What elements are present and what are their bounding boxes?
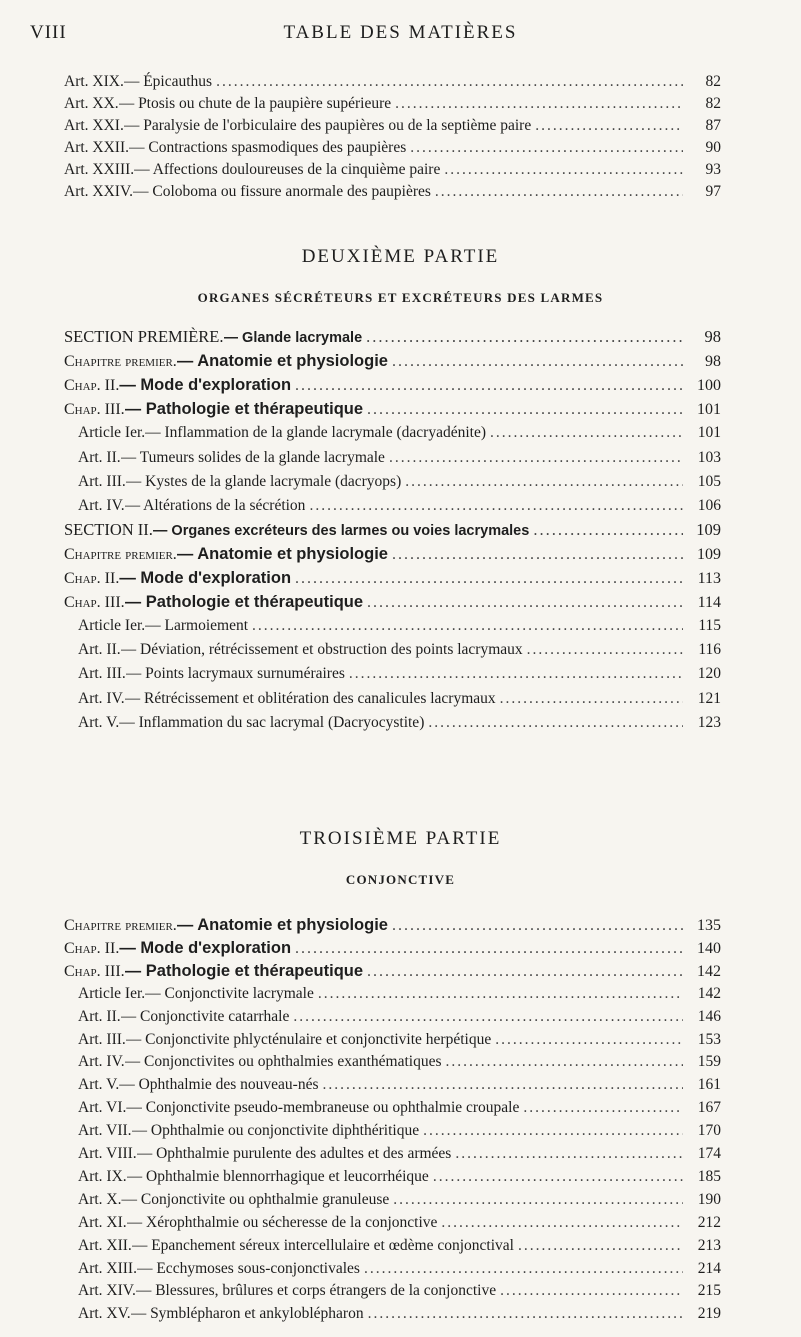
- toc-entry: [64, 520, 721, 542]
- toc-entry-label: — Contractions spasmodiques des paupières: [129, 139, 407, 156]
- toc-entry-label: — Ophthalmie blennorrhagique et leucorrhéique: [126, 1167, 429, 1185]
- dot-leader: [535, 116, 683, 136]
- toc-entry-page: 153: [697, 1030, 721, 1048]
- toc-entry: [64, 182, 721, 204]
- toc-entry-label: — Rétrécissement et oblitération des canalicules lacrymaux: [124, 689, 496, 707]
- toc-entry-page: 105: [697, 472, 721, 490]
- toc-entry-label: — Altérations de la sécrétion: [124, 496, 306, 514]
- toc-entry-number: Art. II.: [78, 448, 121, 466]
- toc-entry-number: SECTION PREMIÈRE.: [64, 327, 224, 346]
- dot-leader: [367, 962, 683, 982]
- part-subtitle: ORGANES SÉCRÉTEURS ET EXCRÉTEURS DES LARMES: [197, 290, 604, 305]
- dot-leader: [433, 1167, 683, 1187]
- toc-entry-number: Chap. II.: [64, 939, 120, 957]
- toc-entry-page: 109: [696, 519, 721, 539]
- toc-entry-page: 213: [697, 1236, 721, 1254]
- toc-entry-number: Art. XXIII.: [64, 161, 135, 178]
- toc-entry-number: Art. VII.: [78, 1122, 132, 1140]
- dot-leader: [441, 1213, 683, 1233]
- toc-entry-number: Art. VI.: [78, 1099, 127, 1117]
- toc-entry-number: Art. XXII.: [64, 139, 129, 156]
- toc-entry-page: 159: [697, 1053, 721, 1071]
- toc-entry-number: Art. III.: [78, 665, 126, 683]
- toc-entry: [64, 472, 721, 494]
- toc-entry-label: — Glande lacrymale: [223, 330, 363, 346]
- dot-leader: [500, 689, 683, 709]
- toc-entry-label: — Anatomie et physiologie: [176, 544, 388, 563]
- dot-leader: [367, 400, 683, 420]
- dot-leader: [393, 1190, 683, 1210]
- dot-leader: [423, 1121, 683, 1141]
- toc-entry: [64, 1304, 721, 1326]
- dot-leader: [293, 1007, 683, 1027]
- toc-entry: [64, 1236, 721, 1258]
- toc-entry-number: Chap. III.: [64, 594, 125, 612]
- toc-entry-label: — Xérophthalmie ou sécheresse de la conjonctive: [126, 1213, 438, 1231]
- dot-leader: [490, 423, 683, 443]
- toc-entry: [64, 1259, 721, 1281]
- toc-entry-page: 170: [697, 1122, 721, 1140]
- toc-entry: [64, 138, 721, 160]
- toc-entry-number: Chapitre premier.: [64, 545, 177, 563]
- toc-entry: [64, 351, 721, 373]
- dot-leader: [410, 138, 683, 158]
- toc-entry: [64, 664, 721, 686]
- toc-entry: [64, 327, 721, 349]
- dot-leader: [216, 72, 683, 92]
- dot-leader: [295, 939, 683, 959]
- running-head: [0, 18, 801, 48]
- toc-entry-number: Art. XI.: [78, 1213, 127, 1231]
- toc-entry: [64, 1213, 721, 1235]
- toc-entry-page: 98: [705, 353, 721, 371]
- dot-leader: [252, 616, 683, 636]
- dot-leader: [364, 1259, 683, 1279]
- toc-entry-label: — Mode d'exploration: [119, 569, 292, 587]
- toc-entry-label: — Conjonctivite ou ophthalmie granuleuse: [121, 1190, 390, 1208]
- dot-leader: [446, 1052, 684, 1072]
- toc-entry-label: — Pathologie et thérapeutique: [124, 400, 364, 419]
- part-subtitle: CONJONCTIVE: [345, 872, 456, 887]
- toc-entry-page: 142: [697, 962, 721, 980]
- toc-entry-page: 140: [697, 939, 721, 957]
- toc-entry-number: Article Ier.: [78, 984, 146, 1002]
- toc-entry-page: 82: [705, 73, 721, 90]
- toc-entry-number: Chap. II.: [64, 377, 120, 395]
- toc-entry-label: — Points lacrymaux surnuméraires: [125, 665, 345, 683]
- toc-entry-page: 82: [705, 95, 721, 112]
- toc-entry-number: Art. X.: [78, 1190, 122, 1208]
- dot-leader: [444, 160, 683, 180]
- dot-leader: [392, 545, 683, 565]
- toc-entry-page: 120: [697, 665, 721, 683]
- toc-entry: [64, 399, 721, 421]
- toc-entry-page: 90: [705, 139, 721, 156]
- toc-entry: [64, 94, 721, 116]
- toc-entry-page: 135: [697, 917, 721, 934]
- dot-leader: [405, 472, 683, 492]
- toc-entry-page: 97: [705, 183, 721, 200]
- toc-entry-number: Article Ier.: [78, 617, 146, 635]
- toc-entry-page: 142: [697, 984, 721, 1002]
- toc-entry: [64, 1190, 721, 1212]
- toc-entry-number: Art. II.: [78, 641, 121, 659]
- toc-entry-page: 98: [704, 327, 721, 346]
- dot-leader: [295, 569, 683, 589]
- toc-entry-page: 214: [697, 1259, 721, 1277]
- toc-entry-number: Art. XXI.: [64, 117, 124, 134]
- toc-entry-label: — Inflammation du sac lacrymal (Dacryocystite): [119, 713, 425, 731]
- toc-entry: [64, 1167, 721, 1189]
- toc-entry: [64, 938, 721, 960]
- page-folio: VIII: [30, 22, 67, 43]
- toc-entry-page: 109: [697, 545, 721, 563]
- toc-entry-label: — Conjonctivite pseudo-membraneuse ou ophthalmie croupale: [126, 1099, 520, 1117]
- toc-entry-number: Art. XX.: [64, 95, 119, 112]
- toc-entry: [64, 568, 721, 590]
- toc-entry: [64, 1030, 721, 1052]
- toc-entry-label: — Organes excréteurs des larmes ou voies lacrymales: [152, 522, 530, 539]
- toc-entry-page: 100: [697, 377, 721, 395]
- toc-entry-number: Art. XXIV.: [64, 183, 134, 200]
- toc-entry-label: — Conjonctivite lacrymale: [145, 984, 314, 1002]
- toc-entry-number: Art. II.: [78, 1007, 121, 1025]
- toc-entry-label: — Épicauthus: [123, 73, 213, 90]
- toc-entry-label: — Symblépharon et ankyloblépharon: [130, 1305, 364, 1323]
- toc-entry-label: — Blessures, brûlures et corps étrangers de la conjonctive: [135, 1282, 497, 1300]
- toc-entry: [64, 375, 721, 397]
- toc-entry: [64, 1052, 721, 1074]
- toc-entry: [64, 116, 721, 138]
- dot-leader: [392, 916, 683, 936]
- toc-entry: [64, 689, 721, 711]
- toc-entry-number: Art. XIX.: [64, 73, 124, 90]
- toc-entry: [64, 713, 721, 735]
- toc-entry: [64, 1121, 721, 1143]
- toc-entry-number: Chap. III.: [64, 401, 125, 419]
- toc-entry: [64, 640, 721, 662]
- dot-leader: [533, 520, 683, 540]
- toc-entry-number: Art. VIII.: [78, 1145, 137, 1162]
- toc-entry-number: Art. III.: [78, 1030, 126, 1048]
- part-title: TROISIÈME PARTIE: [299, 828, 502, 849]
- toc-entry-label: — Déviation, rétrécissement et obstruction des points lacrymaux: [120, 641, 523, 659]
- toc-entry-label: — Inflammation de la glande lacrymale (dacryadénite): [145, 424, 486, 442]
- toc-entry-page: 106: [697, 496, 721, 514]
- toc-entry: [64, 961, 721, 983]
- toc-entry-number: Chapitre premier.: [64, 917, 177, 934]
- toc-entry-page: 101: [697, 401, 721, 419]
- running-title: TABLE DES MATIÈRES: [283, 22, 518, 43]
- toc-entry-number: Art. IV.: [78, 689, 125, 707]
- toc-entry-label: — Mode d'exploration: [119, 938, 292, 957]
- toc-entry-label: — Tumeurs solides de la glande lacrymale: [120, 448, 385, 466]
- toc-entry-number: Art. IV.: [78, 1053, 125, 1071]
- toc-entry-page: 174: [697, 1145, 721, 1162]
- toc-entry-page: 167: [697, 1099, 721, 1117]
- toc-entry: [64, 984, 721, 1006]
- toc-entry-label: — Ecchymoses sous-conjonctivales: [136, 1259, 360, 1277]
- toc-entry-page: 146: [697, 1007, 721, 1025]
- toc-entry: [64, 496, 721, 518]
- toc-entry-number: Article Ier.: [78, 424, 146, 442]
- toc-entry: [64, 1281, 721, 1303]
- toc-entry: [64, 592, 721, 614]
- toc-entry-page: 123: [697, 713, 721, 731]
- toc-entry-label: — Pathologie et thérapeutique: [124, 593, 364, 612]
- toc-entry-page: 115: [698, 617, 721, 635]
- dot-leader: [523, 1098, 683, 1118]
- dot-leader: [395, 94, 683, 114]
- toc-entry-number: Chap. II.: [64, 570, 120, 587]
- toc-entry-page: 101: [697, 424, 721, 442]
- toc-entry: [64, 544, 721, 566]
- toc-entry: [64, 1098, 721, 1120]
- toc-entry: [64, 1007, 721, 1029]
- toc-entry-label: — Coloboma ou fissure anormale des paupières: [133, 183, 431, 200]
- toc-entry-number: Art. XV.: [78, 1305, 131, 1323]
- toc-entry-label: — Conjonctivite phlycténulaire et conjonctivite herpétique: [125, 1030, 492, 1048]
- toc-entry-page: 121: [697, 689, 721, 707]
- dot-leader: [323, 1075, 683, 1095]
- dot-leader: [366, 327, 683, 347]
- dot-leader: [309, 496, 683, 516]
- dot-leader: [349, 664, 683, 684]
- toc-entry-page: 212: [697, 1213, 721, 1231]
- toc-entry-number: Art. XIII.: [78, 1259, 137, 1277]
- toc-entry-page: 116: [698, 641, 721, 659]
- toc-entry-label: — Ophthalmie purulente des adultes et des armées: [136, 1145, 452, 1162]
- toc-entry-label: — Kystes de la glande lacrymale (dacryops): [125, 472, 402, 490]
- toc-entry-page: 103: [697, 448, 721, 466]
- toc-entry-label: — Ptosis ou chute de la paupière supérieure: [118, 95, 392, 112]
- toc-entry-number: Art. V.: [78, 713, 120, 731]
- toc-entry-page: 93: [705, 161, 721, 178]
- toc-entry-label: — Epanchement séreux intercellulaire et œdème conjonctival: [131, 1236, 514, 1254]
- dot-leader: [428, 713, 683, 733]
- toc-entry-number: SECTION II.: [64, 519, 153, 539]
- toc-entry-page: 114: [697, 594, 721, 612]
- toc-entry-label: — Conjonctivites ou ophthalmies exanthématiques: [124, 1053, 442, 1071]
- dot-leader: [389, 448, 683, 468]
- toc-entry-number: Art. XIV.: [78, 1282, 136, 1300]
- dot-leader: [368, 1304, 683, 1324]
- toc-entry-number: Art. XII.: [78, 1236, 132, 1254]
- dot-leader: [527, 640, 683, 660]
- toc-entry: [64, 1075, 721, 1097]
- dot-leader: [392, 352, 683, 372]
- dot-leader: [518, 1236, 683, 1256]
- toc-entry-label: — Paralysie de l'orbiculaire des paupières ou de la septième paire: [123, 117, 532, 134]
- toc-entry-label: — Anatomie et physiologie: [176, 352, 388, 371]
- toc-entry-page: 215: [697, 1282, 721, 1300]
- toc-entry-number: Art. V.: [78, 1076, 120, 1094]
- toc-entry: [64, 448, 721, 470]
- toc-entry-page: 113: [697, 570, 721, 587]
- toc-entry-page: 87: [705, 117, 721, 134]
- dot-leader: [435, 182, 683, 202]
- toc-entry-page: 161: [697, 1076, 721, 1094]
- toc-entry-label: — Anatomie et physiologie: [176, 916, 388, 934]
- toc-entry-page: 219: [697, 1305, 721, 1323]
- toc-entry-label: — Larmoiement: [145, 617, 249, 635]
- toc-entry-label: — Pathologie et thérapeutique: [124, 961, 364, 980]
- dot-leader: [455, 1144, 683, 1164]
- dot-leader: [500, 1281, 683, 1301]
- dot-leader: [318, 984, 683, 1004]
- toc-entry-label: — Mode d'exploration: [119, 376, 292, 395]
- dot-leader: [295, 376, 683, 396]
- toc-entry-number: Art. IV.: [78, 496, 125, 514]
- toc-entry: [64, 915, 721, 937]
- toc-entry: [64, 72, 721, 94]
- toc-entry: [64, 423, 721, 445]
- toc-entry-label: — Ophthalmie ou conjonctivite diphthéritique: [131, 1122, 420, 1140]
- toc-entry-number: Art. III.: [78, 472, 126, 490]
- toc-entry-number: Chap. III.: [64, 962, 125, 980]
- toc-entry-label: — Affections douloureuses de la cinquième paire: [134, 161, 441, 178]
- toc-entry-label: — Ophthalmie des nouveau-nés: [119, 1076, 319, 1094]
- toc-entry-label: — Conjonctivite catarrhale: [120, 1007, 290, 1025]
- dot-leader: [367, 593, 683, 613]
- toc-entry-number: Chapitre premier.: [64, 353, 177, 371]
- dot-leader: [495, 1030, 683, 1050]
- toc-entry-page: 190: [697, 1190, 721, 1208]
- toc-entry: [64, 1144, 721, 1166]
- toc-entry-number: Art. IX.: [78, 1167, 127, 1185]
- part-title: DEUXIÈME PARTIE: [301, 246, 500, 267]
- toc-entry-page: 185: [697, 1167, 721, 1185]
- toc-entry: [64, 160, 721, 182]
- toc-entry: [64, 616, 721, 638]
